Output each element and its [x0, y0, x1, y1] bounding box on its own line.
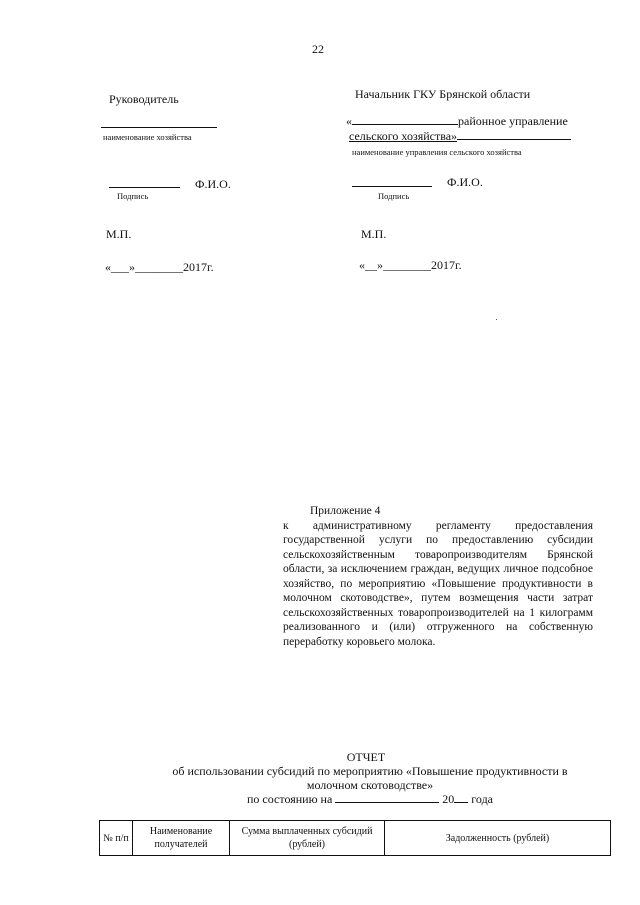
- right-line1: [346, 114, 568, 129]
- right-stamp: М.П.: [361, 227, 387, 241]
- right-sign-caption: Подпись: [378, 191, 410, 201]
- right-line1-blank: [352, 114, 458, 125]
- right-fio: Ф.И.О.: [447, 175, 483, 189]
- as-of-prefix: по состоянию на: [246, 792, 333, 806]
- left-fio: Ф.И.О.: [195, 177, 231, 191]
- right-line1-prefix: «: [346, 114, 352, 128]
- left-sign-line: [109, 187, 180, 188]
- table-header-row: [100, 821, 611, 856]
- right-heading: Начальник ГКУ Брянской области: [355, 87, 531, 101]
- appendix-block: [283, 504, 593, 649]
- col-recipients: Наименование получателей: [133, 821, 230, 856]
- report-heading: [100, 750, 640, 806]
- year-blank: [454, 792, 468, 803]
- left-sign-caption: Подпись: [117, 191, 149, 201]
- right-dept-caption: наименование управления сельского хозяйства: [352, 147, 522, 157]
- as-of-suffix: года: [471, 792, 494, 806]
- as-of-mid: 20: [442, 792, 455, 806]
- left-name-caption: наименование хозяйства: [103, 132, 192, 142]
- left-stamp: М.П.: [106, 227, 132, 241]
- page-number: 22: [312, 42, 324, 56]
- right-sign-line: [352, 186, 432, 187]
- left-heading: Руководитель: [109, 92, 179, 106]
- report-subtitle-line1: об использовании субсидий по мероприятию «Повышение продуктивности в: [172, 764, 568, 778]
- right-line2: [349, 129, 571, 144]
- right-line2-text: сельского хозяйства»: [349, 129, 458, 143]
- right-date: «__»________2017г.: [359, 258, 462, 272]
- left-date: «___»________2017г.: [105, 260, 214, 274]
- report-as-of: [100, 792, 640, 806]
- appendix-body: к административному регламенту предоставления государственной услуги по предоставлению субсидии сельскохозяйственным товаропроизводителям Брянской области, за исключением граждан, ведущих личное подсобное хозяйство, по мероприятию «Повышение продуктивности в молочном скотоводстве», путем возмещения части затрат сельскохозяйственных товаропроизводителей на 1 килограмм реализованного и (или) отгруженного на собственную переработку коровьего молока.: [283, 519, 593, 648]
- appendix-title: Приложение 4: [310, 505, 381, 517]
- left-name-line: [101, 127, 217, 128]
- report-subtitle-line2: молочном скотоводстве»: [306, 778, 434, 792]
- right-line1-suffix: районное управление: [458, 114, 568, 128]
- scan-speck: [496, 319, 497, 320]
- col-number: № п/п: [100, 821, 133, 856]
- as-of-blank: [335, 792, 439, 803]
- col-subsidy-sum: Сумма выплаченных субсидий (рублей): [230, 821, 385, 856]
- report-title: ОТЧЕТ: [346, 750, 386, 764]
- right-line2-blank: [457, 129, 571, 140]
- col-debt: Задолженность (рублей): [385, 821, 611, 856]
- report-table: [99, 820, 611, 856]
